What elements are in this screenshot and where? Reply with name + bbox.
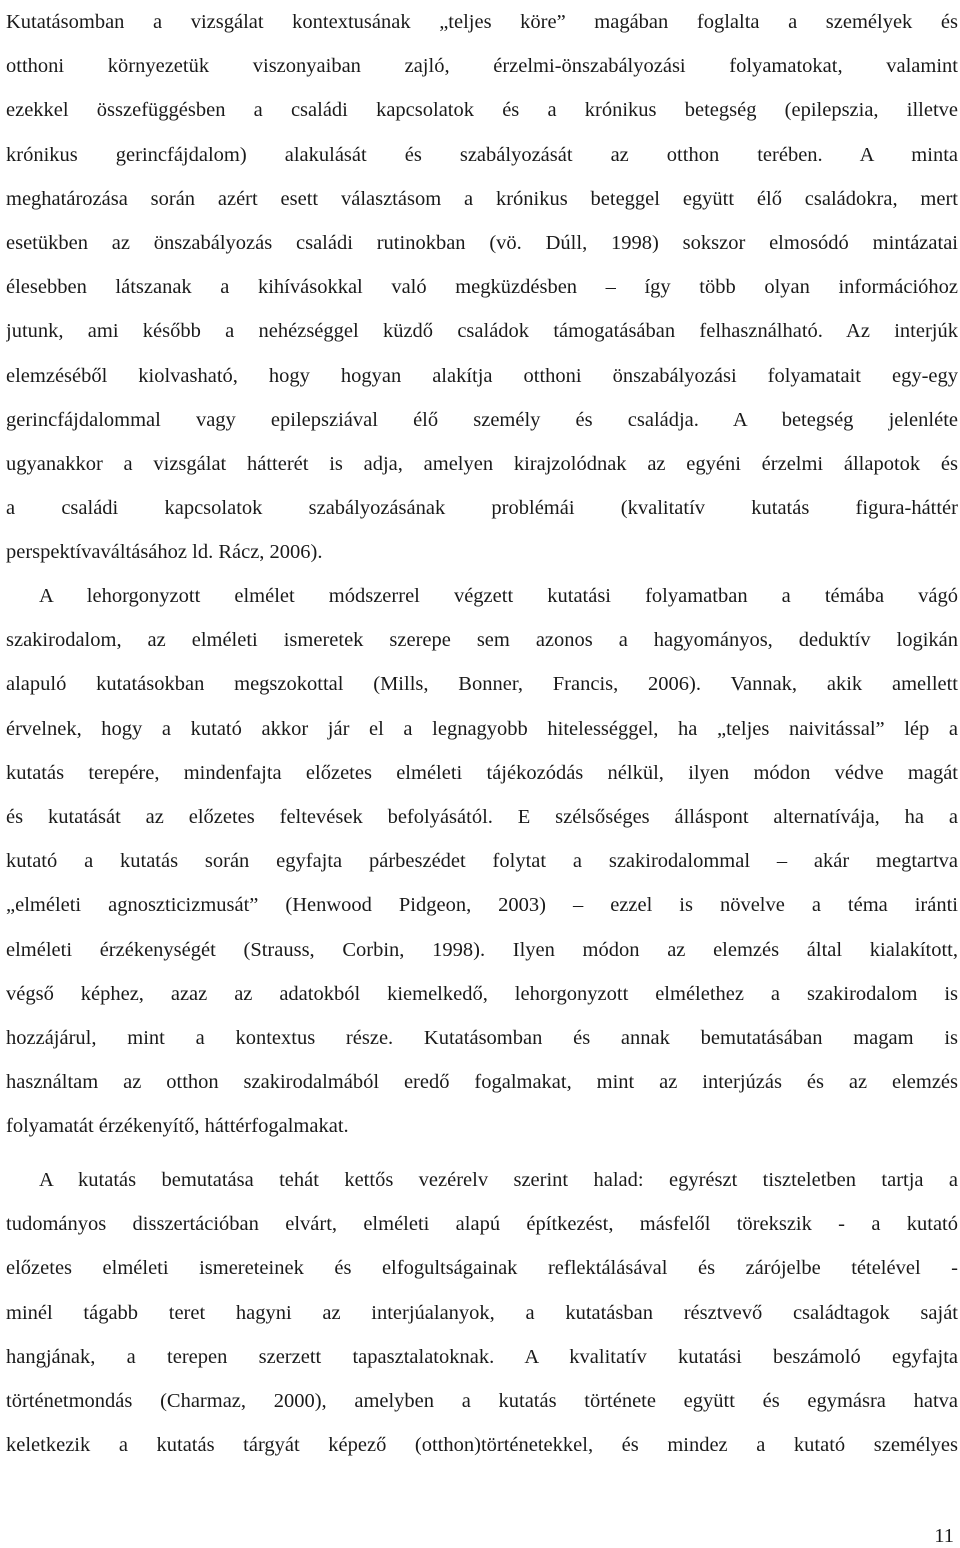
text-line: szakirodalom, az elméleti ismeretek szerepe sem azonos a hagyományos, deduktív logikán [6,629,958,652]
text-line: A kutatás bemutatása tehát kettős vezérelv szerint halad: egyrészt tiszteletben tartja a [39,1169,958,1191]
paragraph-2 [6,574,958,1148]
text-line: történetmondás (Charmaz, 2000), amelyben a kutatás története együtt és egymásra hatva [6,1389,958,1412]
text-line: érvelnek, hogy a kutató akkor jár el a legnagyobb hitelességgel, ha „teljes naivitással” lép a [6,717,958,740]
text-line: elméleti érzékenységét (Strauss, Corbin, 1998). Ilyen módon az elemzés által kialakított, [6,938,958,961]
text-line: A lehorgonyzott elmélet módszerrel végzett kutatási folyamatban a témába vágó [39,585,958,607]
text-line: Kutatásomban a vizsgálat kontextusának „teljes köre” magában foglalta a személyek és [6,11,958,33]
paragraph-1 [6,0,958,574]
text-line: esetükben az önszabályozás családi rutinokban (vö. Dúll, 1998) sokszor elmosódó mintázatai [6,231,958,254]
text-line: minél tágabb teret hagyni az interjúalanyok, a kutatásban résztvevő családtagok saját [6,1301,958,1324]
text-line: kutatás terepére, mindenfajta előzetes elméleti tájékozódás nélkül, ilyen módon védve magát [6,761,958,784]
text-line: folyamatát érzékenyítő, háttérfogalmakat. [6,1115,349,1138]
text-line: „elméleti agnoszticizmusát” (Henwood Pidgeon, 2003) – ezzel is növelve a téma iránti [6,894,958,917]
text-line: krónikus gerincfájdalom) alakulását és szabályozását az otthon terében. A minta [6,143,958,166]
text-line: keletkezik a kutatás tárgyát képező (otthon)történetekkel, és mindez a kutató személyes [6,1434,958,1457]
text-line: ugyanakkor a vizsgálat hátterét is adja, amelyen kirajzolódnak az egyéni érzelmi állapotok és [6,452,958,475]
text-line: tudományos disszertációban elvárt, elméleti alapú építkezést, másfelől törekszik - a kutató [6,1213,958,1236]
text-line: elemzéséből kiolvasható, hogy hogyan alakítja otthoni önszabályozási folyamatait egy-egy [6,364,958,387]
page-number: 11 [934,1525,954,1547]
text-line: ezekkel összefüggésben a családi kapcsolatok és a krónikus betegség (epilepszia, illetve [6,99,958,122]
text-line: hangjának, a terepen szerzett tapasztalatoknak. A kvalitatív kutatási beszámoló egyfajta [6,1345,958,1368]
text-line: kutató a kutatás során egyfajta párbeszédet folytat a szakirodalommal – akár megtartva [6,850,958,873]
text-line: előzetes elméleti ismereteinek és elfogultságainak reflektálásával és zárójelbe tételével - [6,1257,958,1280]
paragraph-3 [6,1158,958,1467]
text-line: perspektívaváltásához ld. Rácz, 2006). [6,541,323,564]
text-line: jutunk, ami később a nehézséggel küzdő családok támogatásában felhasználható. Az interjúk [6,320,958,343]
text-line: hozzájárul, mint a kontextus része. Kutatásomban és annak bemutatásában magam is [6,1026,958,1049]
text-line: használtam az otthon szakirodalmából eredő fogalmakat, mint az interjúzás és az elemzés [6,1071,958,1094]
text-line: otthoni környezetük viszonyaiban zajló, érzelmi-önszabályozási folyamatokat, valamint [6,55,958,78]
text-line: élesebben látszanak a kihívásokkal való megküzdésben – így több olyan információhoz [6,276,958,299]
text-line: a családi kapcsolatok szabályozásának problémái (kvalitatív kutatás figura-háttér [6,497,958,520]
text-line: alapuló kutatásokban megszokottal (Mills, Bonner, Francis, 2006). Vannak, akik amellett [6,673,958,696]
text-line: és kutatását az előzetes feltevések befolyásától. E szélsőséges álláspont alternatívája, ha a [6,805,958,828]
text-line: meghatározása során azért esett választásom a krónikus beteggel együtt élő családokra, mert [6,187,958,210]
text-line: végső képhez, azaz az adatokból kiemelkedő, lehorgonyzott elmélethez a szakirodalom is [6,982,958,1005]
text-line: gerincfájdalommal vagy epilepsziával élő személy és családja. A betegség jelenléte [6,408,958,431]
